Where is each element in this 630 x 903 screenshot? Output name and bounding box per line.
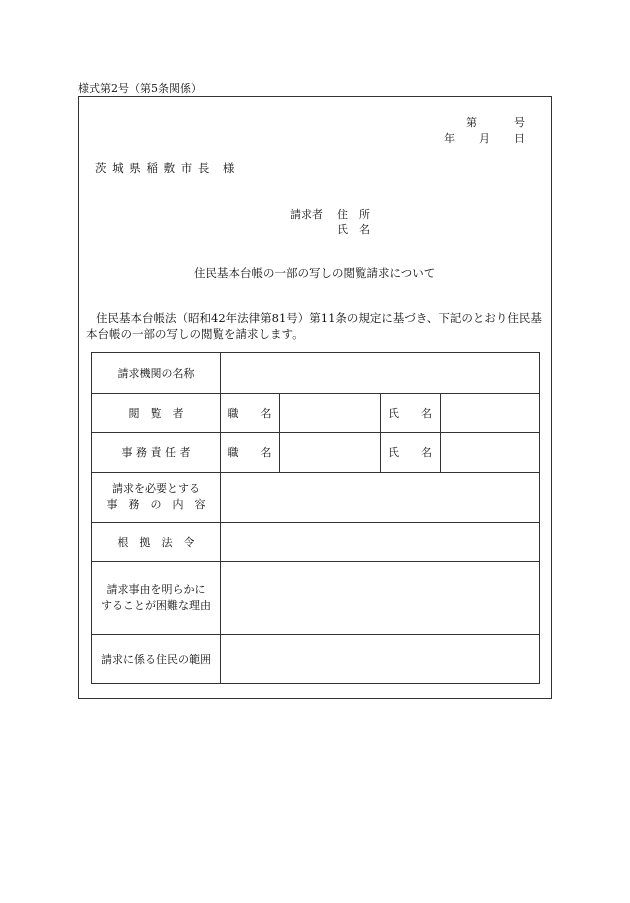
number-label-suffix: 号	[514, 116, 525, 129]
viewer-name-field[interactable]	[441, 393, 539, 432]
requester-address-label: 住 所	[337, 208, 370, 221]
row-label-scope: 請求に係る住民の範囲	[101, 653, 211, 666]
subject-title: 住民基本台帳の一部の写しの閲覧請求について	[194, 266, 436, 280]
row-label-purpose: 請求を必要とする 事 務 の 内 容	[106, 482, 206, 511]
viewer-name-label: 氏 名	[388, 406, 432, 420]
date-day-label: 日	[514, 132, 525, 145]
form-caption: 様式第2号（第5条関係）	[78, 82, 202, 95]
responsible-name-field[interactable]	[441, 432, 539, 472]
reason-field[interactable]	[221, 561, 539, 634]
row-label-legal-basis: 根 拠 法 令	[117, 535, 195, 549]
row-label-responsible: 事 務 責 任 者	[121, 446, 191, 459]
viewer-position-field[interactable]	[280, 393, 380, 432]
requester-name-label: 氏 名	[337, 223, 370, 236]
scope-field[interactable]	[221, 634, 539, 684]
responsible-position-field[interactable]	[280, 432, 380, 472]
purpose-field[interactable]	[221, 472, 539, 522]
org-name-field[interactable]	[221, 353, 539, 393]
row-label-viewer: 閲 覧 者	[128, 406, 184, 420]
requester-label: 請求者	[290, 208, 323, 221]
request-table	[91, 352, 540, 684]
date-year-label: 年	[444, 132, 455, 145]
responsible-position-label: 職 名	[227, 446, 272, 459]
viewer-position-label: 職 名	[227, 406, 272, 420]
responsible-name-label: 氏 名	[388, 446, 432, 459]
request-body-text: 住民基本台帳法（昭和42年法律第81号）第11条の規定に基づき、下記のとおり住民基本台帳の一部の写しの閲覧を請求します。	[86, 311, 542, 341]
legal-basis-field[interactable]	[221, 522, 539, 561]
number-label-prefix: 第	[466, 116, 477, 129]
row-label-org-name: 請求機関の名称	[117, 367, 195, 380]
row-label-reason: 請求事由を明らかに することが困難な理由	[101, 582, 211, 612]
addressee: 茨 城 県 稲 敷 市 長 様	[95, 161, 236, 175]
date-month-label: 月	[479, 132, 490, 145]
